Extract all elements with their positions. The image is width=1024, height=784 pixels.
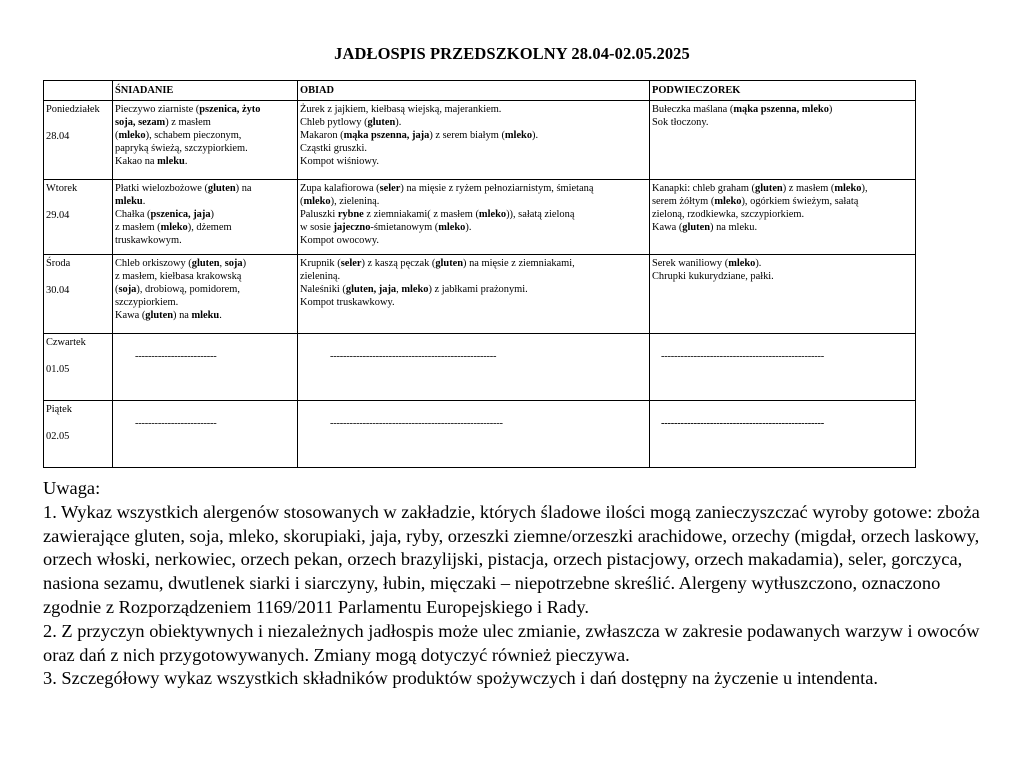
cell-text: Serek waniliowy ( [652,258,729,269]
empty-dash: ------------------------- [135,351,217,362]
breakfast-cell [113,255,298,334]
cell-line [115,142,295,155]
day-date: 02.05 [46,431,70,442]
allergen-text: mleko [303,196,331,207]
cell-text: Cząstki gruszki. [300,143,367,154]
cell-line [300,116,647,129]
allergen-text: mąka pszenna, jaja [343,130,430,141]
menu-table [43,80,916,468]
day-cell [44,255,113,334]
cell-text: ). [395,117,402,128]
cell-text: truskawkowym. [115,235,182,246]
cell-line [115,309,295,322]
cell-line [300,270,647,283]
cell-line [300,257,647,270]
allergen-text: mleku [157,156,185,167]
cell-line [652,182,913,195]
cell-line [115,283,295,296]
cell-text: zieleniną. [300,271,341,282]
allergen-text: gluten [207,183,236,194]
cell-line [115,208,295,221]
cell-text: ) z jabłkami prażonymi. [428,284,528,295]
header-day [44,81,113,101]
cell-line [300,155,647,168]
allergen-text: rybne [337,209,364,220]
cell-text: , [396,284,402,295]
cell-text: Zupa kalafiorowa ( [300,183,380,194]
cell-text: Kompot wiśniowy. [300,156,379,167]
cell-line [300,208,647,221]
cell-text: ) z masłem [165,117,211,128]
allergen-text: seler [340,258,362,269]
cell-line [115,129,295,142]
cell-text: ), zieleniną. [330,196,380,207]
day-cell [44,334,113,401]
note-item: 2. Z przyczyn obiektywnych i niezależnych jadłospis może ulec zmianie, zwłaszcza w zakresie podawanych warzyw i owoców oraz dań z nich przygotowywanych. Zmiany mogą dotyczyć również pieczywa. [43,620,980,665]
allergen-text: gluten, jaja [345,284,397,295]
header-lunch: OBIAD [298,81,650,101]
cell-line [115,257,295,270]
breakfast-cell [113,401,298,468]
allergen-text: gluten [755,183,783,194]
lunch-cell [298,255,650,334]
cell-text: ). [465,222,472,233]
cell-text: z masłem ( [115,222,161,233]
day-name: Poniedziałek [46,104,100,115]
allergen-text: mleko [401,284,429,295]
lunch-cell [298,401,650,468]
cell-text: ) [210,209,214,220]
cell-text: ). [755,258,762,269]
cell-text: ), drobiową, pomidorem, [136,284,240,295]
cell-text: Chałka ( [115,209,151,220]
allergen-text: mleko [834,183,862,194]
cell-line [300,283,647,296]
table-row [44,180,916,255]
allergen-text: gluten [145,310,174,321]
day-cell [44,101,113,180]
day-date: 28.04 [46,131,70,142]
lunch-cell [298,334,650,401]
day-name: Piątek [46,404,72,415]
cell-line [115,155,295,168]
snack-cell [650,255,916,334]
allergen-text: jajeczno [333,222,371,233]
empty-dash: ------------------------- [135,418,217,429]
allergen-text: mleku [191,310,220,321]
cell-text: ) na mleku. [710,222,758,233]
lunch-cell [298,101,650,180]
cell-line [300,296,647,309]
allergen-text: mleko [728,258,756,269]
cell-line [300,182,647,195]
cell-line [300,142,647,155]
cell-text: serem żółtym ( [652,196,715,207]
cell-text: ) [242,258,247,269]
cell-text: . [219,310,222,321]
cell-text: ) [828,104,833,115]
cell-text: ( [115,130,119,141]
snack-cell [650,180,916,255]
cell-line [115,296,295,309]
day-name: Wtorek [46,183,78,194]
cell-text: Sok tłoczony. [652,117,709,128]
cell-line [115,270,295,283]
note-item: 1. Wykaz wszystkich alergenów stosowanych w zakładzie, których śladowe ilości mogą zanieczyszczać wyroby gotowe: zboża zawierające gluten, soja, mleko, skorupiaki, jaja, ryby, orzeszki ziemne/orzeszki arachidowe, orzechy (migdał, orzech laskowy, orzech włoski, nerkowiec, orzech pekan, orzech brazylijski, pistacja, orzech pistacjowy, orzech makadamia), seler, gorczyca, nasiona sezamu, dwutlenek siarki i siarczyny, łubin, mięczaki – niepotrzebne skreślić. Alergeny wytłuszczono, oznaczono zgodnie z Rozporządzeniem 1169/2011 Parlamentu Europejskiego i Rady. [43,501,980,617]
cell-line [115,195,295,208]
cell-line [115,116,295,129]
allergen-text: gluten [191,258,220,269]
allergen-text: pszenica, żyto [199,104,261,115]
cell-text: ), [861,183,868,194]
allergen-text: mleko [504,130,533,141]
snack-cell [650,101,916,180]
cell-text: Krupnik ( [300,258,341,269]
cell-text: Chrupki kukurydziane, pałki. [652,271,774,282]
day-date: 30.04 [46,285,70,296]
allergen-text: mleko [714,196,742,207]
cell-line [300,234,647,247]
cell-text: Makaron ( [300,130,344,141]
cell-text: ) na [173,310,192,321]
allergen-text: mleku [115,196,143,207]
allergen-text: mleko [160,222,188,233]
allergen-text: soja [224,258,243,269]
breakfast-cell [113,180,298,255]
cell-text: ), schabem pieczonym, [145,130,242,141]
cell-text: ) z serem białym ( [429,130,505,141]
cell-text: Pieczywo ziarniste ( [115,104,200,115]
cell-line [652,208,913,221]
cell-text: Kompot truskawkowy. [300,297,395,308]
allergen-text: gluten [367,117,396,128]
cell-text: szczypiorkiem. [115,297,179,308]
cell-line [300,129,647,142]
allergen-text: mleko [438,222,466,233]
table-row [44,255,916,334]
cell-text: ) z kaszą pęczak ( [361,258,436,269]
day-cell [44,180,113,255]
cell-text: w sosie [300,222,334,233]
cell-text: ( [115,284,119,295]
lunch-cell [298,180,650,255]
breakfast-cell [113,101,298,180]
allergen-text: seler [379,183,401,194]
allergen-text: mleko [478,209,507,220]
cell-line [115,221,295,234]
cell-text: ( [300,196,304,207]
cell-text: ) z masłem ( [782,183,835,194]
cell-text: -śmietanowym ( [370,222,439,233]
cell-text: . [184,156,188,167]
day-date: 29.04 [46,210,70,221]
cell-text: ), ogórkiem świeżym, sałatą [741,196,859,207]
page-title: JADŁOSPIS PRZEDSZKOLNY 28.04-02.05.2025 [334,44,690,63]
breakfast-cell [113,334,298,401]
cell-text: ). [532,130,539,141]
cell-line [115,103,295,116]
day-name: Czwartek [46,337,86,348]
day-name: Środa [46,258,71,269]
cell-text: ) na mięsie z ziemniakami, [463,258,575,269]
empty-dash: ----------------------------------------------------- [330,418,503,429]
cell-text: z masłem, kiełbasa krakowską [115,271,242,282]
header-breakfast: ŚNIADANIE [113,81,298,101]
empty-dash: -------------------------------------------------- [661,351,825,362]
cell-text: )), sałatą zieloną [506,209,575,220]
header-row [44,81,916,101]
allergen-text: mąka pszenna, mleko [733,104,829,115]
cell-text: Paluszki [300,209,338,220]
day-date: 01.05 [46,364,70,375]
cell-text: ), dżemem [187,222,232,233]
cell-text: Bułeczka maślana ( [652,104,734,115]
cell-text: papryką świeżą, szczypiorkiem. [115,143,248,154]
cell-text: ) na mięsie z ryżem pełnoziarnistym, śmietaną [400,183,594,194]
allergen-text: soja, sezam [115,117,166,128]
cell-text: Płatki wielozbożowe ( [115,183,208,194]
empty-dash: -------------------------------------------------- [661,418,825,429]
cell-text: z ziemniakami( z masłem ( [363,209,479,220]
cell-line [652,257,913,270]
allergen-text: soja [118,284,137,295]
cell-text: Chleb pytlowy ( [300,117,368,128]
table-row [44,401,916,468]
cell-text: Żurek z jajkiem, kiełbasą wiejską, majerankiem. [300,104,502,115]
notes-heading: Uwaga: [43,478,101,498]
cell-line [652,103,913,116]
cell-text: Kawa ( [652,222,683,233]
cell-line [652,116,913,129]
cell-line [652,221,913,234]
table-row [44,334,916,401]
cell-text: Kompot owocowy. [300,235,379,246]
allergen-text: gluten [682,222,711,233]
cell-line [300,221,647,234]
cell-line [652,270,913,283]
cell-line [115,234,295,247]
cell-line [300,103,647,116]
cell-line [300,195,647,208]
cell-text: Naleśniki ( [300,284,346,295]
cell-text: Chleb orkiszowy ( [115,258,192,269]
cell-line [115,182,295,195]
cell-text: , [219,258,225,269]
day-cell [44,401,113,468]
cell-text: zieloną, rzodkiewka, szczypiorkiem. [652,209,805,220]
header-snack: PODWIECZOREK [650,81,916,101]
cell-text: ) na [235,183,252,194]
cell-text: Kanapki: chleb graham ( [652,183,755,194]
cell-text: Kakao na [115,156,158,167]
table-row [44,101,916,180]
cell-line [652,195,913,208]
snack-cell [650,334,916,401]
allergen-text: mleko [118,130,146,141]
snack-cell [650,401,916,468]
allergen-text: gluten [435,258,464,269]
note-item: 3. Szczegółowy wykaz wszystkich składników produktów spożywczych i dań dostępny na życzenie u intendenta. [43,668,879,689]
allergen-text: pszenica, jaja [150,209,211,220]
cell-text: . [142,196,146,207]
cell-text: Kawa ( [115,310,146,321]
notes-section [43,477,983,691]
empty-dash: --------------------------------------------------- [330,351,497,362]
